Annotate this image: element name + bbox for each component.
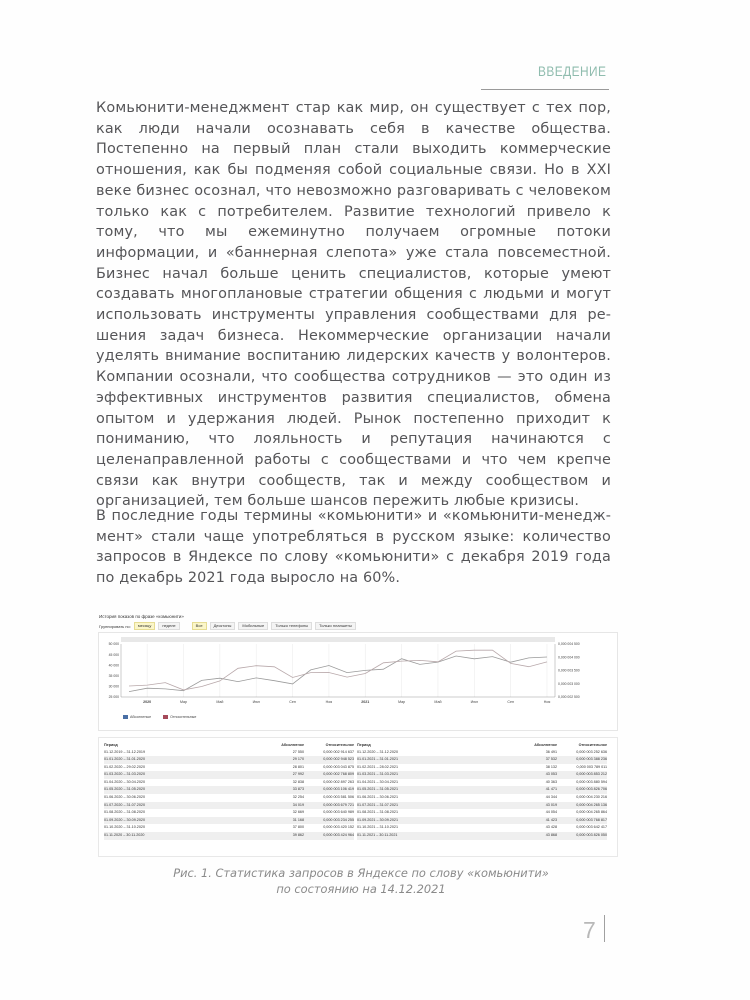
table-cell: 0,000 003 642 417 [576,825,607,830]
table-cell: 01.10.2020 – 31.10.2020 [104,825,146,830]
svg-text:Мар: Мар [398,700,406,704]
table-cell: 40 363 [545,779,557,784]
table-cell: 43 019 [545,802,557,807]
table-cell: 0,000 003 424 964 [323,833,354,838]
table-row [357,764,607,772]
figure-title: История показов по фразе «комьюнити» [99,614,184,619]
device-tab-all[interactable]: Все [192,622,207,630]
table-cell: 41 423 [545,817,557,822]
svg-text:25 000: 25 000 [108,695,119,700]
table-cell: 37 532 [545,757,557,762]
table-cell: 0,000 003 640 989 [323,810,354,815]
table-cell: 01.05.2021 – 31.05.2021 [357,787,399,792]
table-cell: 0,000 004 265 864 [576,810,607,815]
figure-caption [150,866,572,897]
line-chart [98,632,618,731]
table-cell: 44 344 [545,795,557,800]
table-row [357,786,607,794]
svg-text:Июл: Июл [470,700,478,704]
table-cell: 32 669 [292,810,304,815]
table-cell: 01.09.2021 – 30.09.2021 [357,817,399,822]
group-by-label: Группировать по: [99,623,131,629]
table-cell: 0,000 003 826 050 [576,833,607,838]
table-cell: 0,000 002 948 523 [323,757,354,762]
table-cell: 0,000 003 768 817 [576,817,607,822]
device-tab-mobile[interactable]: Мобильные [238,622,268,630]
table-row [104,756,354,764]
table-cell: 01.01.2021 – 31.01.2021 [357,757,399,762]
table-cell: 0,000 003 880 594 [576,779,607,784]
body-paragraph-2 [96,506,611,589]
svg-text:0,000 004 000: 0,000 004 000 [558,655,580,660]
table-cell: 0,000 003 043 875 [323,764,354,769]
table-cell: 0,000 003 789 011 [576,764,607,769]
legend-item-absolute[interactable] [123,715,151,719]
table-cell: 27 992 [292,772,304,777]
table-cell: 01.03.2021 – 31.03.2021 [357,772,399,777]
svg-text:Май: Май [216,700,224,704]
table-cell: 28 801 [292,764,304,769]
table-cell: 31 168 [292,817,304,822]
svg-text:40 000: 40 000 [108,663,119,668]
table-cell: 27 550 [292,749,304,754]
svg-text:Сен: Сен [289,700,296,704]
table-cell: 01.02.2020 – 29.02.2020 [104,764,146,769]
section-title-rule [481,89,609,90]
table-cell: 01.04.2020 – 30.04.2020 [104,779,146,784]
stats-table [98,737,618,857]
legend-swatch [123,715,128,719]
table-cell: 01.12.2020 – 31.12.2020 [357,749,399,754]
table-cell: 37 800 [292,825,304,830]
svg-text:0,000 003 000: 0,000 003 000 [558,681,580,686]
legend-swatch [163,715,168,719]
table-row [104,817,354,825]
table-cell: 33 873 [292,787,304,792]
svg-text:Ноя: Ноя [325,700,333,704]
svg-text:50 000: 50 000 [108,642,119,647]
table-row [357,749,607,757]
group-month-button[interactable]: месяцу [134,622,155,630]
table-header-cell: Абсолютное [534,743,557,747]
table-row [104,749,354,757]
svg-text:0,000 004 500: 0,000 004 500 [558,642,580,647]
table-cell: 32 838 [292,779,304,784]
table-row [357,771,607,779]
svg-text:0,000 003 500: 0,000 003 500 [558,668,580,673]
table-header-cell: Период [357,743,371,747]
table-cell: 01.02.2021 – 28.02.2021 [357,764,399,769]
table-cell: 01.07.2020 – 31.07.2020 [104,802,146,807]
table-cell: 0,000 002 768 809 [323,772,354,777]
figure-toolbar [99,622,356,630]
table-cell: 0,000 003 420 152 [323,825,354,830]
table-cell: 01.12.2019 – 31.12.2019 [104,749,146,754]
caption-line-2: по состоянию на 14.12.2021 [276,881,446,896]
table-cell: 0,000 003 234 255 [323,817,354,822]
svg-text:Июл: Июл [252,700,260,704]
table-cell: 34 019 [292,802,304,807]
svg-text:30 000: 30 000 [108,684,119,689]
table-header-cell: Период [104,743,118,747]
body-paragraph-1 [96,98,611,512]
svg-text:45 000: 45 000 [108,652,119,657]
svg-text:Сен: Сен [507,700,514,704]
table-cell: 01.06.2021 – 30.06.2021 [357,795,399,800]
table-cell: 01.11.2021 – 30.11.2021 [357,833,398,838]
table-cell: 32 254 [292,795,304,800]
table-cell: 41 471 [545,787,557,792]
section-title: ВВЕДЕНИЕ [537,63,606,79]
table-row [357,809,607,817]
table-row [104,802,354,810]
device-tab-tablets[interactable]: Только планшеты [315,622,356,630]
table-cell: 43 053 [545,772,557,777]
paragraph-text: Комьюнити-менеджмент стар как мир, он существует с тех пор, как люди начали осознавать себя в качестве общества. Постепенно на первый план стали выходить коммерческие отношения, как бы подменяя собой социальные связи. Но в XXI веке бизнес осознал, что невозможно разговаривать с человеком только как с потребителем. Развитие технологий привело к тому, что мы ежеминутно получаем огромные потоки информации, и «баннерная слепота» уже стала повсеместной. Бизнес начал больше ценить специалистов, которые умеют создавать многоплановые стратегии общения с людьми и могут использовать инструменты управления сообществами для решения задач бизнеса. Некоммерческие организации начали уделять внимание воспитанию лидерских качеств у волонтеров. Компании осознали, что сообщества сотрудников — это один из эффективных инструментов развития специалистов, обмена опытом и удержания людей. Рынок постепенно приходит к пониманию, что лояльность и репутация начинаются с целенаправленной работы с сообществами и что чем крепче связи как внутри сообществ, так и между сообществом и организацией, тем больше шансов пережить любые кризисы. [96,100,611,510]
stats-table-left [104,742,354,840]
table-header-cell: Абсолютное [281,743,304,747]
table-cell: 29 170 [292,757,304,762]
legend-label: Относительные [170,715,197,719]
legend-item-relative[interactable] [163,715,196,719]
table-row [357,756,607,764]
table-cell: 0,000 003 252 636 [576,749,607,754]
table-row [104,824,354,832]
figure-yandex-stats [93,614,620,859]
group-week-button[interactable]: неделе [158,622,179,630]
table-cell: 01.08.2021 – 31.08.2021 [357,810,399,815]
table-cell: 0,000 003 581 506 [323,795,354,800]
table-row [104,832,354,840]
svg-text:2020: 2020 [143,700,152,704]
table-row [104,786,354,794]
table-cell: 0,000 003 388 236 [576,757,607,762]
svg-text:Май: Май [434,700,442,704]
table-cell: 01.11.2020 – 30.11.2020 [104,833,145,838]
table-row [104,779,354,787]
table-cell: 0,000 003 106 419 [323,787,354,792]
table-row [357,824,607,832]
table-cell: 01.03.2020 – 31.03.2020 [104,772,146,777]
table-row [357,832,607,840]
table-cell: 43 868 [545,833,557,838]
page-number-rule [604,915,605,942]
table-row [357,802,607,810]
table-header-cell: Относительное [325,743,354,747]
table-cell: 0,000 002 897 263 [323,779,354,784]
table-row [104,764,354,772]
device-tab-phones[interactable]: Только телефоны [271,622,312,630]
table-cell: 01.10.2021 – 31.10.2021 [357,825,399,830]
svg-text:Ноя: Ноя [543,700,551,704]
table-cell: 0,000 004 230 216 [576,795,607,800]
chart-legend [123,715,196,719]
device-tab-desktop[interactable]: Десктопы [210,622,236,630]
table-cell: 01.08.2020 – 31.08.2020 [104,810,146,815]
table-cell: 01.07.2021 – 31.07.2021 [357,802,399,807]
table-row [357,817,607,825]
table-cell: 01.06.2020 – 30.06.2020 [104,795,146,800]
table-cell: 39 862 [292,833,304,838]
table-cell: 01.04.2021 – 30.04.2021 [357,779,399,784]
table-row [357,794,607,802]
paragraph-text: В последние годы термины «комьюнити» и «комьюнити-менеджмент» стали чаще употребляться в русском языке: количество запросов в Яндексе по слову «комьюнити» с декабря 2019 года по декабрь 2021 года выросло на 60%. [96,508,611,587]
table-row [357,779,607,787]
table-cell: 36 491 [545,749,557,754]
table-row [104,794,354,802]
table-cell: 0,000 003 853 212 [576,772,607,777]
caption-line-1: Рис. 1. Статистика запросов в Яндексе по слову «комьюнити» [173,866,549,880]
table-cell: 0,000 003 679 721 [323,802,354,807]
table-cell: 0,000 003 826 706 [576,787,607,792]
svg-text:Мар: Мар [179,700,188,704]
legend-label: Абсолютные [130,715,152,719]
stats-table-right [357,742,607,840]
table-header-cell: Относительное [578,743,607,747]
table-cell: 01.05.2020 – 31.05.2020 [104,787,146,792]
table-cell: 44 054 [545,810,557,815]
table-row [104,809,354,817]
page-number: 7 [583,917,596,943]
table-cell: 0,000 004 265 136 [576,802,607,807]
svg-text:2021: 2021 [361,700,370,704]
svg-text:0,000 002 500: 0,000 002 500 [558,695,580,700]
table-cell: 43 428 [545,825,557,830]
table-cell: 0,000 002 914 637 [323,749,354,754]
table-cell: 38 132 [545,764,557,769]
table-cell: 01.01.2020 – 31.01.2020 [104,757,146,762]
table-cell: 01.09.2020 – 30.09.2020 [104,817,146,822]
table-row [104,771,354,779]
svg-text:35 000: 35 000 [108,674,119,678]
